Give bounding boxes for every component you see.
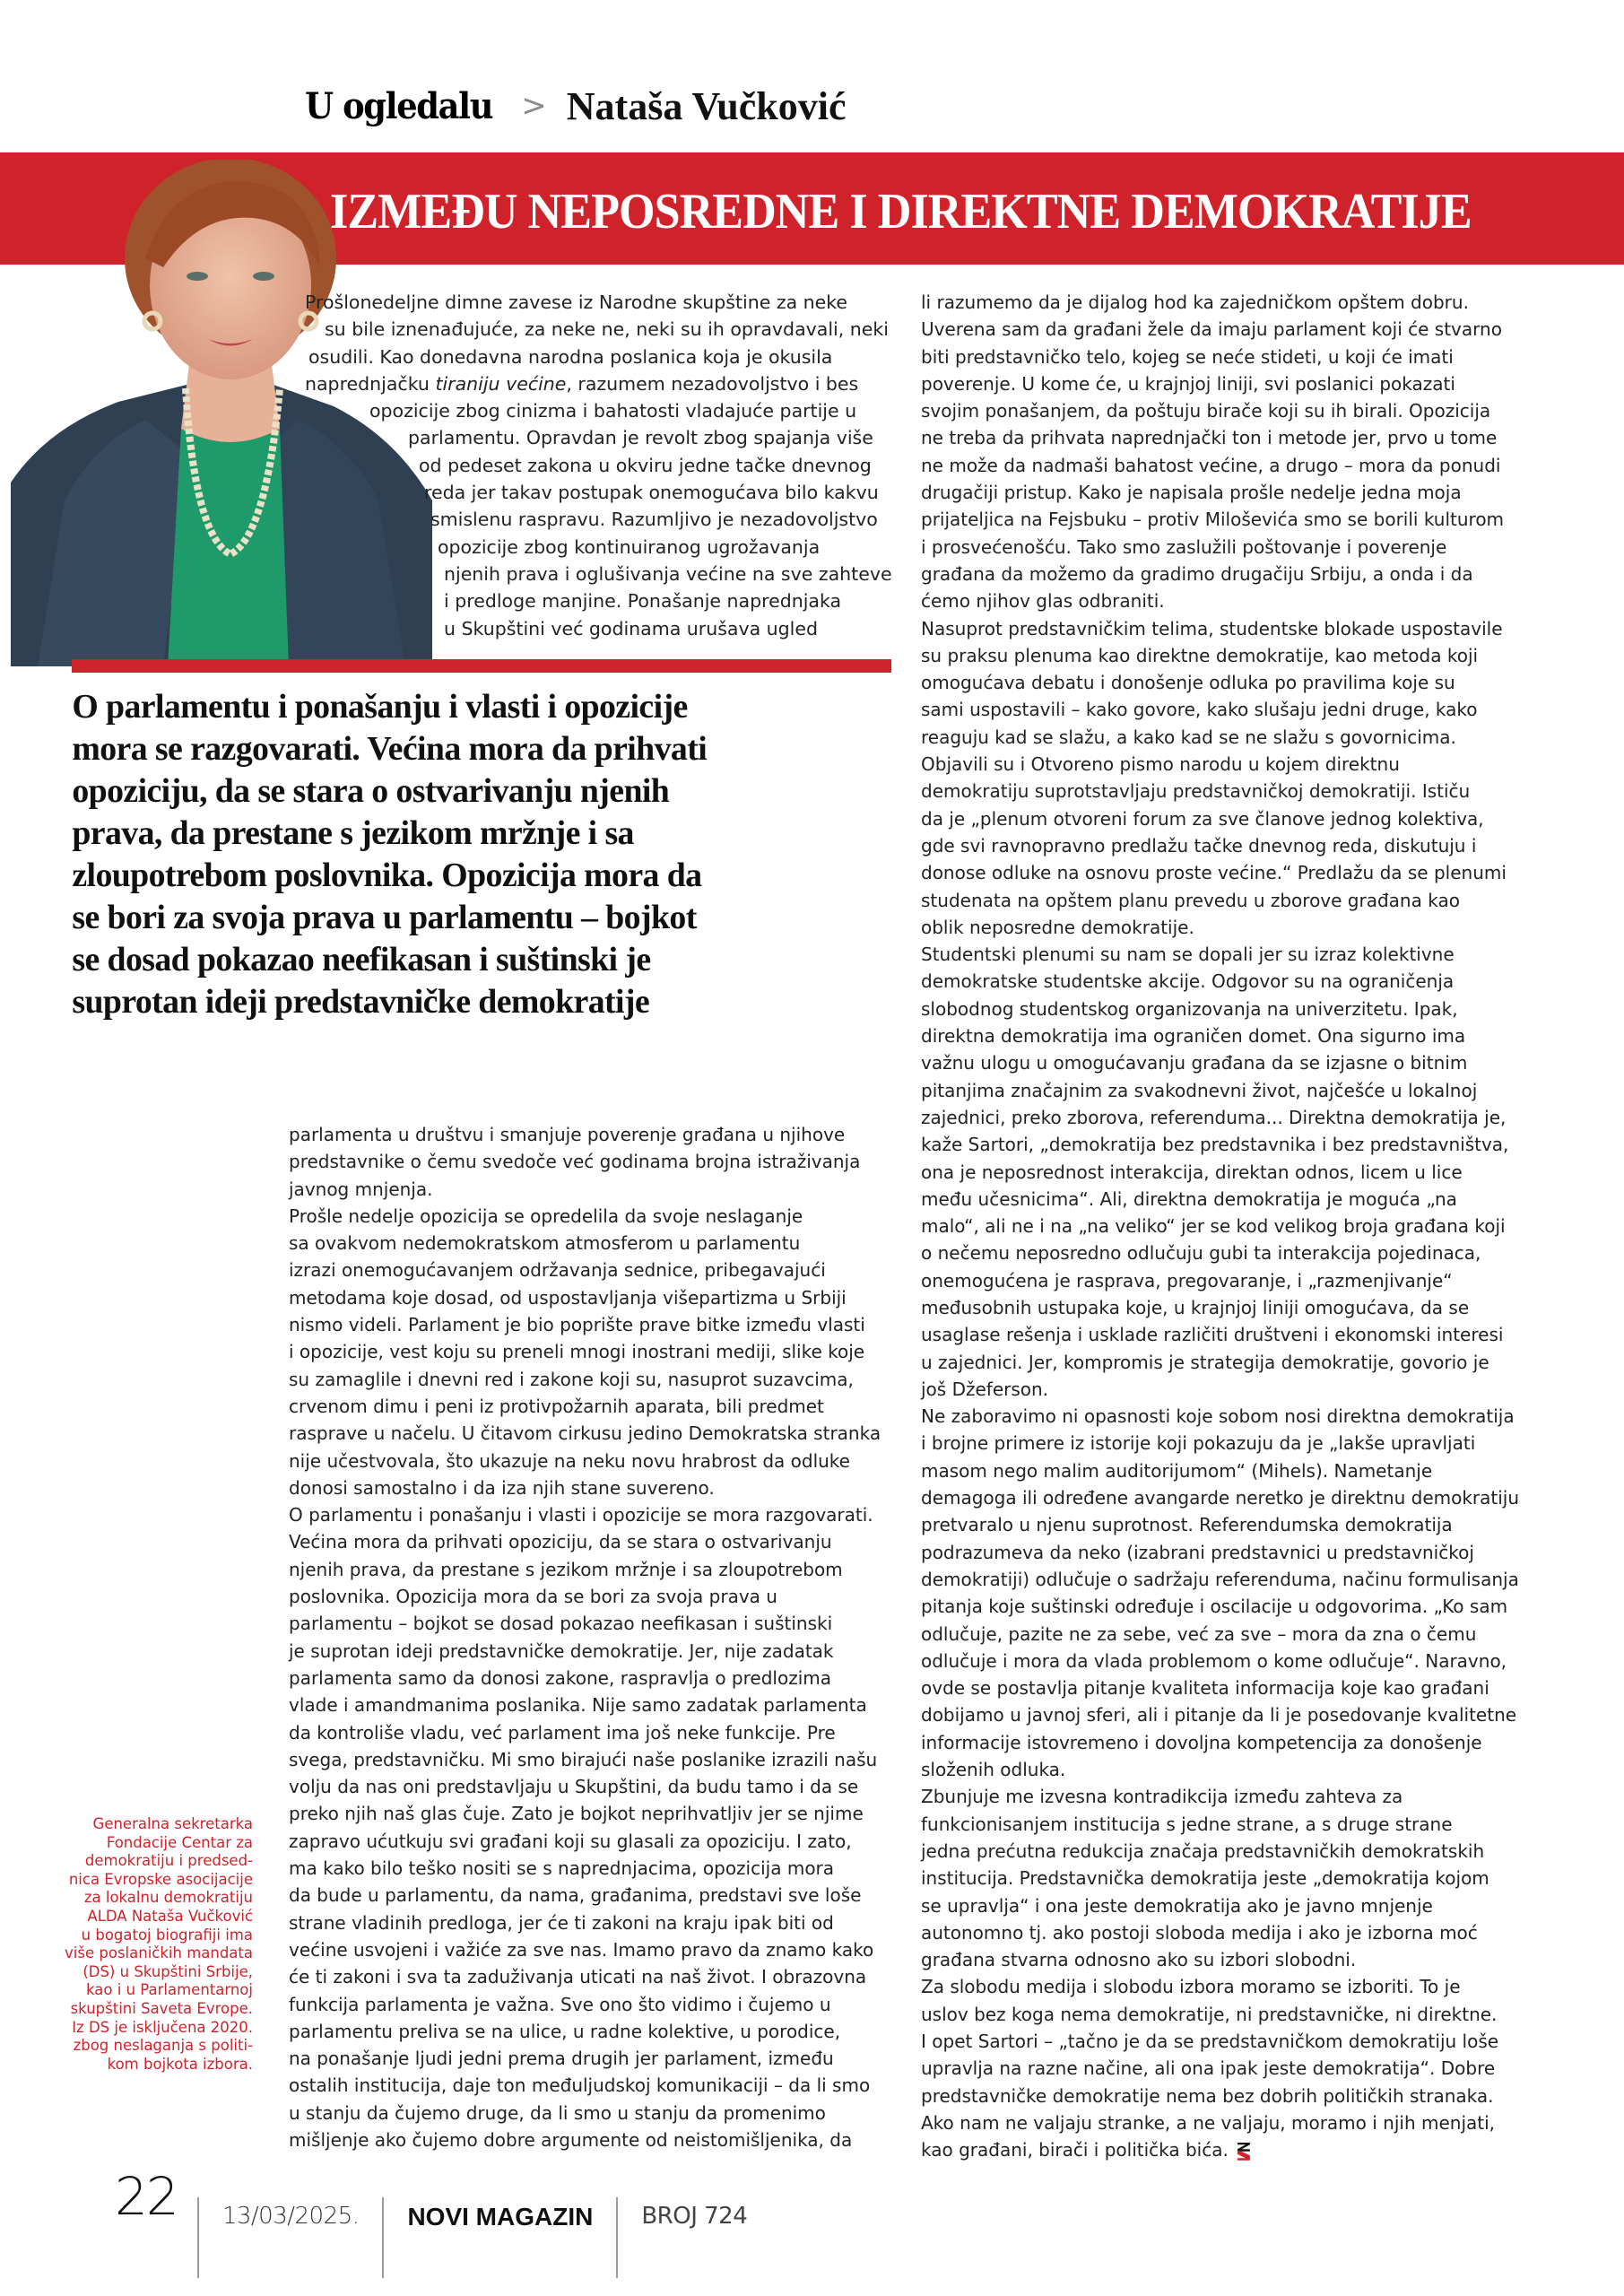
body-line: međusobnih ustupaka koje, u krajnjoj liniji omogućava, da se (921, 1296, 1470, 1318)
body-line: masom nego malim auditorijumom“ (Mihels). Nametanje (921, 1459, 1433, 1482)
body-line: ćemo njihov glas odbraniti. (921, 590, 1165, 613)
body-line: je suprotan ideji predstavničke demokratije. Jer, nije zadatak (289, 1639, 834, 1662)
body-line: rasprave u načelu. U čitavom cirkusu jedino Demokratska stranka (289, 1422, 881, 1445)
pull-quote-line: se bori za svoja prava u parlamentu – bojkot (72, 899, 697, 936)
page-footer (115, 2166, 770, 2269)
intro-line: parlamentu. Opravdan je revolt zbog spajanja više (408, 427, 873, 449)
body-line: funkcionisanjem institucija s jedne strane, a s druge strane (921, 1813, 1453, 1835)
red-divider (72, 659, 891, 673)
pull-quote-line: se dosad pokazao neefikasan i suštinski je (72, 941, 651, 978)
body-line: poverenje. U kome će, u krajnjoj liniji, svi poslanici pokazati (921, 372, 1455, 395)
pull-quote (70, 686, 913, 1023)
body-line: institucija. Predstavnička demokratija jeste „demokratija kojom (921, 1867, 1489, 1890)
body-line: ne može da nadmaši bahatost većine, a drugo – mora da ponudi (921, 454, 1501, 476)
body-line: pitanja koje suštinski određuje i oscilacije u odgovorima. „Ko sam (921, 1596, 1508, 1618)
body-line: i opozicije, vest koju su preneli mnogi inostrani mediji, slike koje (289, 1341, 865, 1363)
body-line: Studentski plenumi su nam se dopali jer su izraz kolektivne (921, 944, 1455, 966)
pull-quote-line: mora se razgovarati. Većina mora da prihvati (72, 730, 708, 768)
intro-line: reda jer takav postupak onemogućava bilo kakvu (424, 482, 879, 504)
pull-quote-line: prava, da prestane s jezikom mržnje i sa (72, 814, 634, 852)
body-line: ostalih institucija, daje ton međuljudskoj komunikaciji – da li smo (289, 2074, 871, 2097)
chevron-right-icon: > (521, 88, 547, 124)
body-line: odlučuje, pazite ne za sebe, već za sve – mora da zna o čemu (921, 1622, 1477, 1645)
pull-quote-line: zloupotrebom poslovnika. Opozicija mora da (72, 857, 702, 894)
body-line: donose odluke na osnovu proste većine.“ Predlažu da se plenumi (921, 862, 1507, 884)
body-line: i prosvećenošću. Tako smo zaslužili poštovanje i poverenje (921, 535, 1447, 558)
body-line: ma kako bilo teško nositi se s naprednjacima, opozicija mora (289, 1857, 835, 1880)
pull-quote-line: O parlamentu i ponašanju i vlasti i opozicije (72, 688, 688, 726)
body-line: zajednici, preko zborova, referenduma... Direktna demokratija je, (921, 1106, 1507, 1128)
bio-line: skupštini Saveta Evrope. (70, 1999, 253, 2017)
body-line: jedna prećutna redukcija značaja predstavničkih demokratskih (921, 1839, 1485, 1862)
intro-line (305, 370, 906, 397)
breadcrumb (305, 79, 846, 133)
intro-line: i predloge manjine. Ponašanje naprednjaka (444, 590, 842, 613)
body-line: Većina mora da prihvati opoziciju, da se stara o ostvarivanju (289, 1531, 832, 1553)
footer-divider (382, 2197, 384, 2278)
bio-line: kao i u Parlamentarnoj (86, 1981, 253, 1999)
body-line: I opet Sartori – „tačno je da se predstavničkom demokratiju loše (921, 2031, 1499, 2052)
body-line: da bude u parlamentu, da nama, građanima, predstavi sve loše (289, 1884, 862, 1907)
body-line: crvenom dimu i peni iz protivpožarnih aparata, bili predmet (289, 1395, 824, 1417)
intro-line: opozicije zbog kontinuiranog ugrožavanja (438, 535, 821, 558)
body-line: podrazumeva da neko (izabrani predstavnici u predstavničkoj (921, 1541, 1474, 1563)
body-line: demokratske studentske akcije. Odgovor su na ograničenja (921, 970, 1455, 993)
intro-line: osudili. Kao donedavna narodna poslanica koja je okusila (308, 345, 833, 368)
body-line: biti predstavničko telo, kojeg se neće stideti, u koji će imati (921, 345, 1454, 368)
body-line: njenih prava, da prestane s jezikom mržnje i sa zloupotrebom (289, 1558, 843, 1580)
intro-line: Prošlonedeljne dimne zavese iz Narodne skupštine za neke (305, 291, 848, 313)
body-line: poslovnika. Opozicija mora da se bori za svoja prava u (289, 1586, 777, 1608)
body-line: i brojne primere iz istorije koji pokazuju da je „lakše upravljati (921, 1432, 1476, 1455)
body-line: pitanjima značajnim za svakodnevni život, najčešće u lokalnoj (921, 1079, 1478, 1101)
body-line: O parlamentu i ponašanju i vlasti i opozicije se mora razgovarati. (289, 1504, 873, 1526)
bio-line: kom bojkota izbora. (107, 2055, 253, 2073)
body-line: nije učestvovala, što ukazuje na neku novu hrabrost da odluke (289, 1449, 850, 1472)
body-line: uslov bez koga nema demokratije, ni predstavničke, ni direktne. (921, 2003, 1498, 2025)
body-line: drugačiji pristup. Kako je napisala prošle nedelje jedna moja (921, 482, 1462, 504)
body-line: Ne zaboravimo ni opasnosti koje sobom nosi direktna demokratija (921, 1405, 1515, 1428)
body-line: još Džeferson. (921, 1378, 1049, 1400)
body-line: važnu ulogu u omogućavanju građana da se izjasne o bitnim (921, 1052, 1468, 1074)
body-column-middle (289, 1121, 908, 2153)
body-line: izrazi onemogućavanjem održavanja sednice, pribegavajući (289, 1259, 826, 1282)
body-line: složenih odluka. (921, 1759, 1066, 1781)
body-line: volju da nas oni predstavljaju u Skupštini, da budu tamo i da se (289, 1776, 859, 1798)
body-line: većine usvojeni i važiće za sve nas. Imamo pravo da znamo kako (289, 1938, 874, 1961)
body-line: su zamaglile i dnevni red i zakone koji su, nasuprot suzavcima, (289, 1368, 854, 1390)
bio-line: zbog neslaganja s politi- (73, 2037, 253, 2055)
footer-divider (197, 2197, 199, 2278)
body-line: u zajednici. Jer, kompromis je strategija demokratije, govorio je (921, 1351, 1489, 1373)
body-line: svojim ponašanjem, da poštuju birače koji su ih birali. Opozicija (921, 400, 1491, 422)
body-line: Zbunjuje me izvesna kontradikcija između zahteva za (921, 1786, 1403, 1808)
body-line: oblik neposredne demokratije. (921, 916, 1194, 938)
body-line: preko njih naš glas čuje. Zato je bojkot neprihvatljiv jer se njime (289, 1803, 864, 1825)
body-line: malo“, ali ne i na „na veliko“ jer se kod velikog broja građana koji (921, 1215, 1506, 1238)
intro-line: od pedeset zakona u okviru jedne tačke dnevnog (419, 454, 872, 476)
body-line: predstavnike o čemu svedoče već godinama brojna istraživanja (289, 1151, 861, 1173)
end-mark-icon (1238, 2143, 1250, 2161)
article-title: IZMEĐU NEPOSREDNE I DIREKTNE DEMOKRATIJE (330, 184, 1472, 239)
body-line: građana stvarna odnosno ako su izbori slobodni. (921, 1949, 1357, 1971)
body-line: građana da možemo da gradimo drugačiju Srbiju, a onda i da (921, 562, 1473, 585)
body-line: nismo videli. Parlament je bio poprište prave bitke između vlasti (289, 1314, 865, 1336)
body-line: da kontroliše vladu, već parlament ima još neke funkcije. Pre (289, 1721, 836, 1744)
body-line: demokratiji) odlučuje o sadržaju referenduma, načinu formulisanja (921, 1568, 1519, 1590)
body-line: autonomno tj. ako postoji sloboda medija i ako je izborna moć (921, 1921, 1478, 1944)
body-line: onemogućena je rasprava, pregovaranje, i „razmenjivanje“ (921, 1269, 1453, 1292)
body-line: slobodnog studentskog organizovanja na univerzitetu. Ipak, (921, 997, 1458, 1020)
body-line: Ako nam ne valjaju stranke, a ne valjaju, moramo i njih menjati, (921, 2111, 1496, 2134)
body-line: kaže Sartori, „demokratija bez predstavnika i bez predstavništva, (921, 1134, 1509, 1156)
issue-number: BROJ 724 (641, 2203, 748, 2230)
body-line: direktna demokratija ima ograničen domet. Ona sigurno ima (921, 1025, 1466, 1048)
body-line: informacije istovremeno i dovoljna kompetencija za donošenje (921, 1731, 1482, 1753)
italic-phrase: tiraniju većine (435, 372, 567, 395)
body-line: sa ovakvom nedemokratskom atmosferom u parlamentu (289, 1232, 801, 1255)
bio-line: Generalna sekretarka (92, 1815, 253, 1832)
body-line: usaglase rešenja i usklade različiti društveni i ekonomski interesi (921, 1324, 1504, 1346)
body-line: u stanju da čujemo druge, da li smo u stanju da promenimo (289, 2101, 826, 2124)
author-name: Nataša Vučković (566, 83, 847, 128)
body-line: se upravlja“ i ona jeste demokratija ako je javno mnjenje (921, 1894, 1433, 1917)
body-line: ne treba da prihvata naprednjački ton i metode jer, prvo u tome (921, 427, 1498, 449)
body-line: reaguju kad se slažu, a kako kad se ne slažu s govornicima. (921, 726, 1456, 748)
bio-line: ALDA Nataša Vučković (87, 1907, 253, 1925)
body-line: svega, predstavničku. Mi smo birajući naše poslanike izrazili našu (289, 1748, 878, 1770)
bio-line: nica Evropske asocijacije (68, 1870, 253, 1888)
body-line: ona je neposrednost interakcija, direktan odnos, licem u lice (921, 1161, 1463, 1183)
body-line: demagoga ili određene avangarde neretko je direktnu demokratiju (921, 1487, 1520, 1509)
body-line: li razumemo da je dijalog hod ka zajedničkom opštem dobru. (921, 291, 1469, 313)
body-line: strane vladinih predloga, jer će ti zakoni na kraju ipak biti od (289, 1911, 834, 1934)
body-line: pretvaralo u njenu suprotnost. Referendumska demokratija (921, 1514, 1453, 1536)
body-line: su praksu plenuma kao direktne demokratije, kao metoda koji (921, 644, 1479, 666)
body-line: parlamentu preliva se na ulice, u radne kolektive, u porodice, (289, 2020, 841, 2042)
author-bio (54, 1815, 253, 2074)
intro-line: smislenu raspravu. Razumljivo je nezadovoljstvo (430, 509, 878, 531)
page-number: 22 (115, 2166, 178, 2227)
bio-line: više poslaničkih mandata (65, 1944, 253, 1962)
body-line: da je „plenum otvoreni forum za sve članove jednog kolektiva, (921, 807, 1484, 830)
bio-line: za lokalnu demokratiju (83, 1889, 253, 1907)
body-column-right (921, 289, 1585, 2163)
body-line: upravlja na razne načine, ali ona ipak jeste demokratija“. Dobre (921, 2057, 1496, 2080)
body-line: će ti zakoni i sva ta zaduživanja uticati na naš život. I obrazovna (289, 1966, 867, 1988)
body-line: dobijamo u javnoj sferi, ali i pitanje da li je posedovanje kvalitetne (921, 1704, 1517, 1726)
footer-divider (616, 2197, 618, 2278)
body-line: javnog mnjenja. (289, 1178, 433, 1200)
body-line: predstavničke demokratije nema bez dobrih političkih stranaka. (921, 2084, 1494, 2107)
bio-line: demokratiju i predsed- (84, 1852, 253, 1870)
body-line: Objavili su i Otvoreno pismo narodu u kojem direktnu (921, 753, 1400, 776)
intro-text: naprednjačku (305, 372, 436, 395)
intro-line: u Skupštini već godinama urušava ugled (444, 617, 818, 639)
body-line: Nasuprot predstavničkim telima, studentske blokade uspostavile (921, 617, 1503, 639)
body-line: studenata na opštem planu prevedu u zborove građana kao (921, 889, 1460, 911)
body-line: o nečemu neposredno odlučuju gubi ta interakcija pojedinaca, (921, 1242, 1481, 1265)
body-line: kao građani, birači i politička bića. (921, 2136, 1585, 2163)
body-line: među učesnicima“. Ali, direktna demokratija je moguća „na (921, 1187, 1457, 1210)
body-line: donosi samostalno i da iza njih stane suvereno. (289, 1476, 715, 1499)
body-line: parlamenta u društvu i smanjuje poverenje građana u njihove (289, 1124, 846, 1145)
body-line: zapravo ućutkuju svi građani koji su glasali za opoziciju. I zato, (289, 1830, 852, 1852)
pull-quote-line: suprotan ideji predstavničke demokratije (72, 983, 650, 1021)
body-line: Uverena sam da građani žele da imaju parlament koji će stvarno (921, 318, 1502, 341)
section-name: U ogledalu (305, 84, 493, 127)
intro-line: su bile iznenađujuće, za neke ne, neki su ih opravdavali, neki (325, 318, 889, 341)
body-line: demokratiju suprotstavljaju predstavničkoj demokratiji. Ističu (921, 780, 1471, 803)
bio-line: Fondacije Centar za (106, 1833, 253, 1851)
body-line: gde svi ravnopravno predlažu tačke dnevnog reda, diskutuju i (921, 834, 1477, 857)
magazine-name: NOVI MAGAZIN (407, 2203, 594, 2231)
body-line: Prošle nedelje opozicija se opredelila da svoje neslaganje (289, 1205, 803, 1227)
intro-line: njenih prava i oglušivanja većine na sve zahteve (444, 562, 892, 585)
body-line: na ponašanje ljudi jedni prema drugih jer parlament, između (289, 2048, 834, 2070)
bio-line: Iz DS je isključena 2020. (72, 2018, 253, 2036)
body-line: ovde se postavlja pitanje kvaliteta informacija koje kao građani (921, 1677, 1489, 1700)
body-line: funkcija parlamenta je važna. Sve ono što vidimo i čujemo u (289, 1993, 831, 2015)
issue-date: 13/03/2025. (221, 2203, 360, 2230)
body-line: prijateljica na Fejsbuku – protiv Miloševića smo se borili kulturom (921, 509, 1505, 531)
pull-quote-line: opoziciju, da se stara o ostvarivanju njenih (72, 772, 670, 810)
intro-line: opozicije zbog cinizma i bahatosti vladajuće partije u (369, 400, 857, 422)
body-line: metodama koje dosad, od uspostavljanja višepartizma u Srbiji (289, 1286, 847, 1309)
article-intro (305, 289, 906, 642)
body-line: sami uspostavili – kako govore, kako slušaju jedni druge, kako (921, 699, 1478, 721)
bio-line: u bogatoj biografiji ima (81, 1926, 253, 1944)
intro-text: , razumem nezadovoljstvo i bes (566, 372, 859, 395)
body-line: parlamenta samo da donosi zakone, raspravlja o predlozima (289, 1666, 831, 1689)
body-line: omogućava debatu i donošenje odluka po pravilima koje su (921, 672, 1455, 694)
body-line: parlamentu – bojkot se dosad pokazao neefikasan i suštinski (289, 1613, 833, 1635)
body-line: Za slobodu medija i slobodu izbora moramo se izboriti. To je (921, 1976, 1461, 1998)
body-line: odlučuje i mora da vlada problemom o kome odlučuje“. Naravno, (921, 1649, 1507, 1672)
body-line: vlade i amandmanima poslanika. Nije samo zadatak parlamenta (289, 1694, 867, 1717)
body-line: mišljenje ako čujemo dobre argumente od neistomišljenika, da (289, 2128, 853, 2151)
bio-line: (DS) u Skupštini Srbije, (83, 1962, 253, 1980)
